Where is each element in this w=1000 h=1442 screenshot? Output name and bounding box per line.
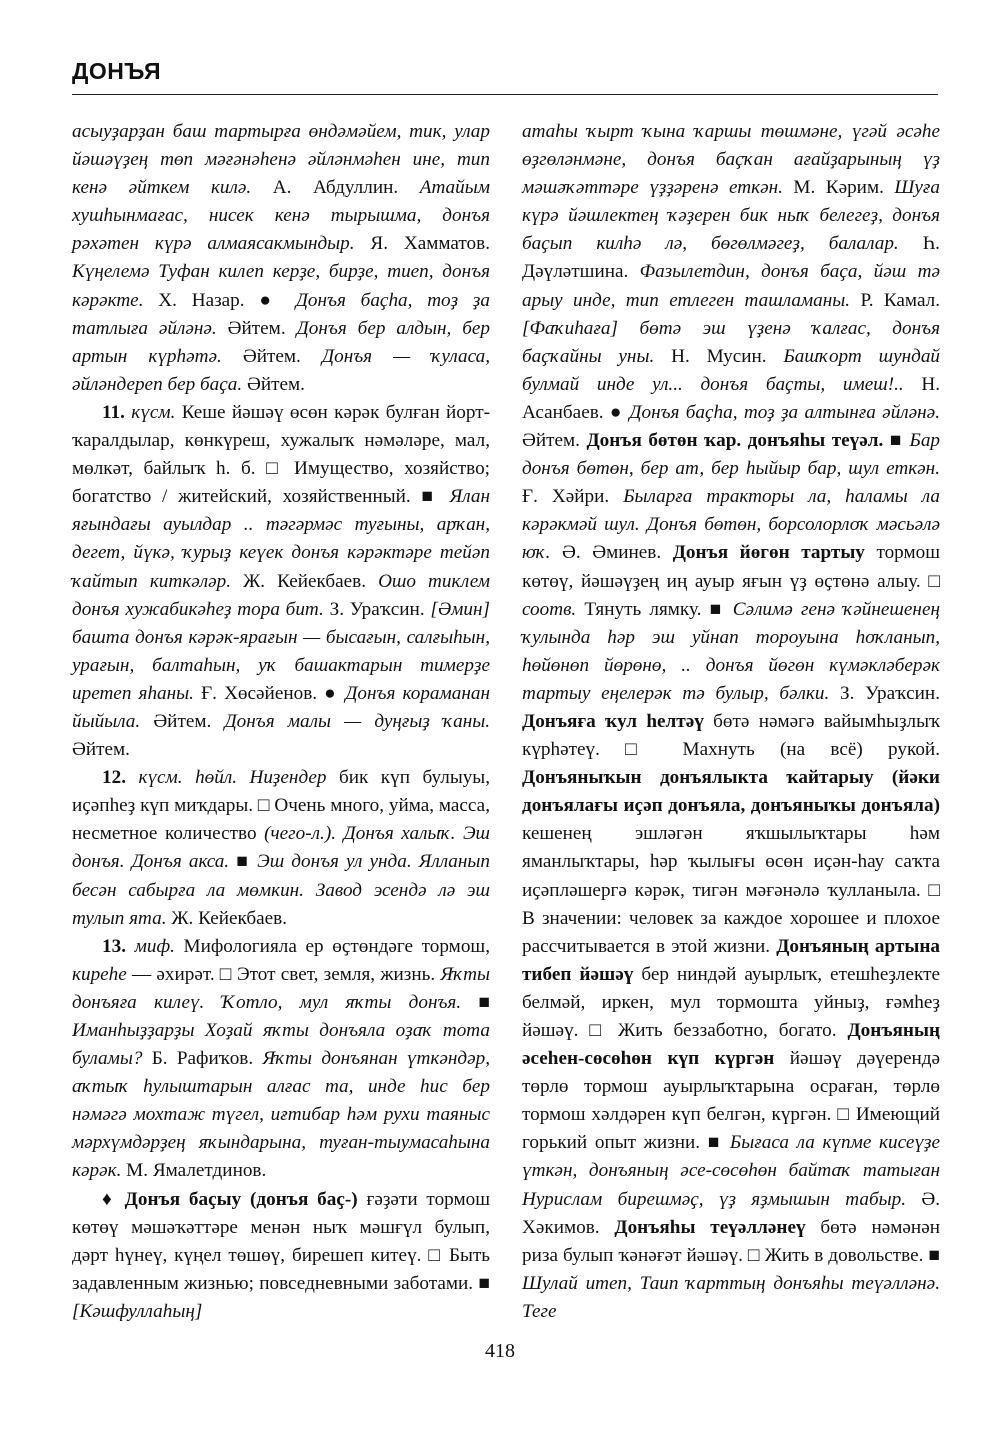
right-column <box>522 118 940 1326</box>
left-column <box>72 118 490 1326</box>
dictionary-paragraph: ♦ Донъя баҫыу (донъя баҫ-) ғәҙәти тормош көтөү мәшәҡәттәре менән ныҡ мәшғүл булып, дәрт һүнеү, күңел төшөү, бирешеп китеү. □ Быть задавленным жизнью; повседневными заботами. ■ [Кәшфуллаһың] <box>72 1188 490 1322</box>
dictionary-paragraph: 13. миф. Мифологияла ер өҫтөндәге тормош, киреһе — әхирәт. □ Этот свет, земля, жизнь. Яҡты донъяға килеү. Ҡотло, мул яҡты донъя. ■ Иманһыҙҙарҙы Хоҙай яҡты донъяла оҙаҡ тота буламы? Б. Рафиҡов. Яҡты донъянан үткәндәр, аҡтыҡ һулыштарын алғас та, инде һис бер нәмәгә мохтаж түгел, иғтибар һәм рухи таяныс мәрхүмдәрҙең яҡындарына, туған-тыумасаһына кәрәк. М. Ямалетдинов. <box>72 935 491 1182</box>
running-head-title: ДОНЪЯ <box>72 58 162 84</box>
dictionary-paragraph: 11. күсм. Кеше йәшәү өсөн кәрәк булған йорт-ҡаралдылар, көнкүреш, хужалыҡ нәмәләре, мал, мөлкәт, байлыҡ һ. б. □ Имущество, хозяйство; богатство / житейский, хозяйственный. ■ Ялан яғындағы ауылдар .. тәгәрмәс туғыны, арҡан, дегет, йүкә, ҡурыҙ кеүек донъя кәрәктәре тейәп ҡайтып киткәләр. Ж. Кейекбаев. Ошо тиклем донъя хужабикәһеҙ тора бит. З. Ураҡсин. [Әмин] башта донъя кәрәк-ярағын — бысағын, салғыһын, урағын, балтаһын, уҡ башактарын тимерҙе иретеп яһаны. Ғ. Хөсәйенов. ● Донъя кораманан йыйыла. Әйтем. Донъя малы — дуңғыҙ ҡаны. Әйтем. <box>72 401 491 761</box>
page-number: 418 <box>485 1340 515 1362</box>
page-header <box>72 58 938 85</box>
header-rule <box>72 94 938 95</box>
dictionary-paragraph: асыуҙарҙан баш тартырға өндәмәйем, тик, улар йәшәүҙең төп мәғәнәһенә әйләнмәһен ине, тип кенә әйткем килә. А. Абдуллин. Атайым хушһынмағас, нисек кенә тырышма, донъя рәхәтен күрә алмаясакмындыр. Я. Хамматов. Күңелемә Туфан килеп керҙе, бирҙе, тиеп, донъя кәрәкте. Х. Назар. ● Донъя баҫһа, тоҙ ҙа татлыға әйләнә. Әйтем. Донъя бер алдын, бер артын күрһәтә. Әйтем. Донъя — ҡуласа, әйләндереп бер баҫа. Әйтем. <box>72 121 491 395</box>
dictionary-paragraph: 12. күсм. һөйл. Ниҙендер бик күп булыуы, иҫәпһеҙ күп миҡдары. □ Очень много, уйма, масса, несметное количество (чего-л.). Донъя халыҡ. Эш донъя. Донъя акса. ■ Эш донъя ул унда. Ялланып бесән сабырға ла мөмкин. Завод эсендә лә эш тулып ята. Ж. Кейекбаев. <box>72 767 490 929</box>
dictionary-paragraph: атаһы ҡырт ҡына ҡаршы төшмәне, үгәй әсәһе өҙгөләнмәне, донъя баҫҡан ағайҙарының үҙ мәшәҡәттәре үҙҙәренә еткән. М. Кәрим. Шуға күрә йәшлектең ҡәҙерен бик ныҡ белегеҙ, донъя баҫып килһә лә, бөгөлмәгеҙ, балалар. Һ. Дәүләтшина. Фазылетдин, донъя баҫа, йәш тә арыу инде, тип етлеген ташламаны. Р. Камал. [Фаҡиһаға] бөтә эш үҙенә ҡалғас, донъя баҫҡайны уны. Н. Мусин. Башҡорт шундай булмай инде ул... донъя баҫты, имеш!.. Н. Асанбаев. ● Донъя баҫһа, тоҙ ҙа алтынға әйләнә. Әйтем. Донъя бөтөн ҡар. донъяһы теүәл. ■ Бар донъя бөтөн, бер ат, бер һыйыр бар, шул еткән. Ғ. Хәйри. Быларға тракторы ла, һаламы ла кәрәкмәй шул. Донъя бөтөн, борсолорлоҡ мәсьәлә юҡ. Ә. Әминев. Донъя йөгөн тартыу тормош көтөү, йәшәүҙең иң ауыр яғын үҙ өҫтөнә алыу. □ соотв. Тянуть лямку. ■ Сәлимә генә ҡәйнешенең ҡулында һәр эш уйнап тороуына һоҡланып, һөйөнөп йөрөнө, .. донъя йөгөн күмәкләберәк тартыу еңелерәк тә булыр, бәлки. З. Ураҡсин. Донъяға ҡул һелтәү бөтә нәмәгә вайымһыҙлыҡ күрһәтеү. □ Махнуть (на всё) рукой. Донъяныҡын донъялыкта ҡайтарыу (йәки донъялағы иҫәп донъяла, донъяныҡы донъяла) кешенең эшләгән яҡшылыҡтары һәм яманлыҡтары, һәр ҡылығы өсөн иҫән-һау саҡта иҫәпләшергә кәрәк, тигән мәғәнәлә ҡулланыла. □ В значении: человек за каждое хорошее и плохое рассчитывается в этой жизни. Донъяның артына тибеп йәшәү бер ниндәй ауырлыҡ, етешһеҙлекте белмәй, иркен, мул тормошта уйныҙ, ғәмһеҙ йәшәү. □ Жить беззаботно, богато. Донъяның әсеһен-сөсөһөн күп күргән йәшәү дәүерендә төрлө тормош ауырлыҡтарына осраған, төрлө тормош хәлдәрен күп белгән, күргән. □ Имеющий горький опыт жизни. ■ Бығаса ла күпме кисеүҙе үткән, донъяның әсе-сөсөһөн байтаҡ татыған Нурислам бирешмәҫ, үҙ яҙмышын табыр. Ә. Хәкимов. Донъяһы теүәлләнеү бөтә нәмәнән риза булып ҡәнәғәт йәшәү. □ Жить в довольстве. ■ Шулай итеп, Таип ҡарттың донъяһы теүәлләнә. Теге <box>522 121 941 1322</box>
